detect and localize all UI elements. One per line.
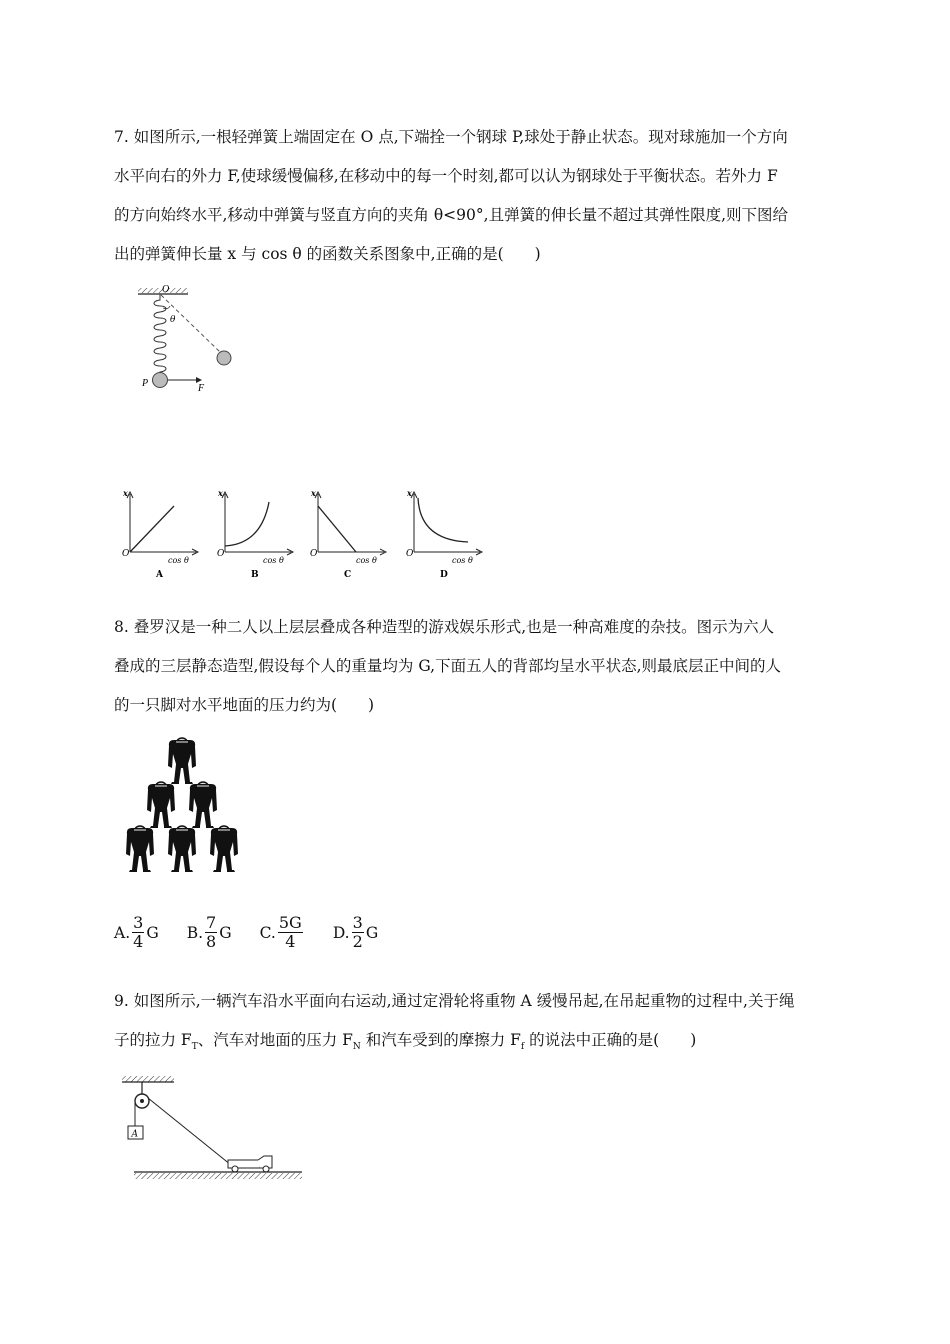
graph-d	[406, 488, 482, 578]
ceiling-hatch	[122, 1076, 174, 1082]
question-7	[114, 118, 844, 274]
option-b[interactable]: B. $\frac{7}{8}$ G	[186, 913, 232, 951]
person-bottom-right	[210, 826, 238, 872]
graph-d-axis-label: cos θ	[452, 556, 473, 565]
graph-a-curve	[130, 506, 174, 552]
person-middle-left	[147, 782, 175, 828]
car	[228, 1156, 272, 1172]
graph-d-origin: O	[406, 549, 414, 559]
graph-options	[118, 486, 488, 578]
q7-line-2: 水平向右的外力 F,使球缓慢偏移,在移动中的每一个时刻,都可以认为钢球处于平衡状态。若外力 F	[114, 167, 778, 185]
graph-b-curve	[225, 502, 269, 546]
rope-to-car	[148, 1098, 231, 1165]
graph-b-axis-label: cos θ	[263, 556, 284, 565]
pulley-car-figure	[118, 1072, 308, 1182]
point-p-label: P	[142, 378, 149, 389]
option-d-fraction: $\frac{3}{2}$	[352, 913, 363, 951]
question-9	[114, 982, 844, 1067]
graph-a-x-label: x	[123, 488, 128, 498]
question-8	[114, 608, 844, 725]
graph-c-x-label: x	[311, 488, 316, 498]
spring-coil	[154, 294, 166, 374]
graph-a-origin: O	[122, 549, 130, 559]
graph-c	[310, 488, 386, 578]
graph-c-origin: O	[310, 549, 318, 559]
pulley-axle	[140, 1099, 144, 1103]
person-bottom-middle	[168, 826, 196, 872]
graph-d-curve	[418, 498, 468, 542]
person-middle-right	[189, 782, 217, 828]
force-f-label: F	[198, 383, 205, 394]
q8-line-3: 的一只脚对水平地面的压力约为( )	[114, 696, 375, 714]
q9-line-1: 9. 如图所示,一辆汽车沿水平面向右运动,通过定滑轮将重物 A 缓慢吊起,在吊起重物的过程中,关于绳	[114, 992, 795, 1010]
weight-a-label: A	[131, 1129, 138, 1140]
graph-c-letter: C	[344, 570, 352, 578]
point-o-label: O	[162, 284, 170, 295]
person-top	[168, 738, 196, 784]
graph-a-letter: A	[156, 570, 163, 578]
q7-line-3: 的方向始终水平,移动中弹簧与竖直方向的夹角 θ<90°,且弹簧的伸长量不超过其弹性限度,则下图给	[114, 206, 789, 224]
graph-b-letter: B	[251, 570, 259, 578]
q8-options	[114, 914, 378, 951]
q8-line-2: 叠成的三层静态造型,假设每个人的重量均为 G,下面五人的背部均呈水平状态,则最底层正中间的人	[114, 657, 782, 675]
ground-hatch	[134, 1173, 302, 1179]
option-b-fraction: $\frac{7}{8}$	[206, 913, 217, 951]
graph-b-origin: O	[217, 549, 225, 559]
displaced-ball	[217, 351, 231, 365]
graph-d-letter: D	[440, 570, 448, 578]
option-c[interactable]: C. $\frac{5G}{4}$	[259, 913, 302, 951]
option-d[interactable]: D. $\frac{3}{2}$ G	[332, 913, 379, 951]
q7-line-1: 7. 如图所示,一根轻弹簧上端固定在 O 点,下端拴一个钢球 P,球处于静止状态。现对球施加一个方向	[114, 128, 788, 146]
human-pyramid-figure	[122, 736, 248, 878]
option-a-fraction: $\frac{3}{4}$	[133, 913, 144, 951]
graph-b-x-label: x	[218, 488, 223, 498]
option-a[interactable]: A. $\frac{3}{4}$ G	[114, 913, 159, 951]
steel-ball-p	[153, 373, 168, 388]
graph-a	[122, 488, 198, 578]
graph-c-curve	[318, 506, 356, 552]
graph-d-x-label: x	[407, 488, 412, 498]
graph-c-axis-label: cos θ	[356, 556, 377, 565]
q8-line-1: 8. 叠罗汉是一种二人以上层层叠成各种造型的游戏娱乐形式,也是一种高难度的杂技。图示为六人	[114, 618, 775, 636]
person-bottom-left	[126, 826, 154, 872]
spring-pendulum-figure	[130, 282, 250, 394]
theta-label: θ	[170, 315, 176, 325]
option-c-fraction: $\frac{5G}{4}$	[278, 913, 302, 951]
graph-b	[217, 488, 293, 578]
q7-line-4: 出的弹簧伸长量 x 与 cos θ 的函数关系图象中,正确的是( )	[114, 245, 541, 263]
q9-line-2: 子的拉力 $F_T$、汽车对地面的压力 $F_N$ 和汽车受到的摩擦力 $F_f$ 的说法中正确的是( )	[114, 1031, 697, 1053]
graph-a-axis-label: cos θ	[168, 556, 189, 565]
